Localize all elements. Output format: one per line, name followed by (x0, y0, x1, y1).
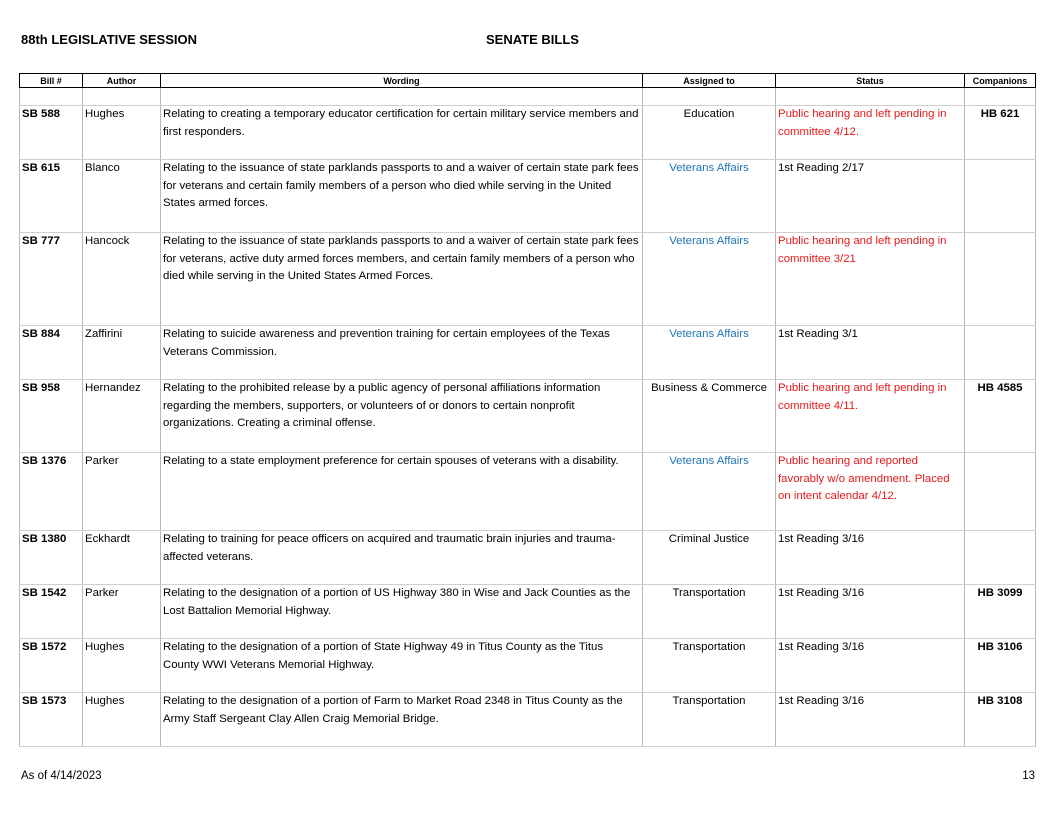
empty-cell (83, 513, 161, 531)
cell-wording: Relating to the designation of a portion of State Highway 49 in Titus County as the Titus County WWI Veterans Memorial Highway. (161, 639, 643, 676)
empty-cell (643, 308, 776, 326)
spacer-row (20, 435, 1036, 453)
empty-cell (83, 621, 161, 639)
empty-cell (776, 362, 965, 380)
empty-cell (20, 675, 83, 693)
cell-bill: SB 1380 (20, 531, 83, 568)
empty-cell (83, 435, 161, 453)
cell-author: Hernandez (83, 380, 161, 436)
empty-cell (83, 567, 161, 585)
cell-author: Eckhardt (83, 531, 161, 568)
cell-status: Public hearing and left pending in committee 4/11. (776, 380, 965, 436)
table-row (20, 693, 1036, 730)
cell-wording: Relating to training for peace officers on acquired and traumatic brain injuries and trauma-affected veterans. (161, 531, 643, 568)
empty-cell (643, 567, 776, 585)
column-header-bill: Bill # (20, 74, 83, 88)
cell-bill: SB 588 (20, 106, 83, 143)
cell-author: Parker (83, 453, 161, 514)
empty-cell (776, 88, 965, 106)
empty-cell (161, 729, 643, 747)
empty-cell (643, 675, 776, 693)
cell-status: 1st Reading 3/16 (776, 639, 965, 676)
empty-cell (20, 308, 83, 326)
cell-status: 1st Reading 3/16 (776, 531, 965, 568)
cell-companion (965, 233, 1036, 309)
cell-assigned: Education (643, 106, 776, 143)
spacer-row (20, 729, 1036, 747)
cell-status: Public hearing and left pending in committee 4/12. (776, 106, 965, 143)
cell-companion: HB 4585 (965, 380, 1036, 436)
cell-wording: Relating to the designation of a portion of Farm to Market Road 2348 in Titus County as the Army Staff Sergeant Clay Allen Craig Memorial Bridge. (161, 693, 643, 730)
cell-assigned: Veterans Affairs (643, 160, 776, 216)
empty-cell (161, 88, 643, 106)
cell-companion (965, 326, 1036, 363)
empty-cell (965, 513, 1036, 531)
cell-wording: Relating to a state employment preference for certain spouses of veterans with a disability. (161, 453, 643, 514)
empty-cell (643, 435, 776, 453)
cell-companion: HB 3099 (965, 585, 1036, 622)
column-header-status: Status (776, 74, 965, 88)
empty-cell (161, 621, 643, 639)
empty-cell (643, 729, 776, 747)
cell-bill: SB 958 (20, 380, 83, 436)
spacer-row (20, 567, 1036, 585)
cell-status: 1st Reading 3/1 (776, 326, 965, 363)
cell-companion: HB 621 (965, 106, 1036, 143)
cell-bill: SB 1376 (20, 453, 83, 514)
empty-cell (20, 729, 83, 747)
cell-companion (965, 453, 1036, 514)
spacer-row (20, 88, 1036, 106)
empty-cell (965, 215, 1036, 233)
cell-author: Hughes (83, 106, 161, 143)
empty-cell (20, 513, 83, 531)
column-header-author: Author (83, 74, 161, 88)
cell-wording: Relating to suicide awareness and prevention training for certain employees of the Texas Veterans Commission. (161, 326, 643, 363)
empty-cell (161, 675, 643, 693)
empty-cell (161, 308, 643, 326)
page-number: 13 (1022, 770, 1035, 782)
column-header-companions: Companions (965, 74, 1036, 88)
table-body (20, 88, 1036, 747)
table-row (20, 639, 1036, 676)
page-title: SENATE BILLS (486, 32, 579, 47)
empty-cell (161, 435, 643, 453)
empty-cell (776, 215, 965, 233)
cell-status: 1st Reading 3/16 (776, 693, 965, 730)
table-row (20, 531, 1036, 568)
cell-status: Public hearing and reported favorably w/o amendment. Placed on intent calendar 4/12. (776, 453, 965, 514)
cell-author: Zaffirini (83, 326, 161, 363)
table-row (20, 233, 1036, 309)
empty-cell (161, 567, 643, 585)
cell-bill: SB 777 (20, 233, 83, 309)
empty-cell (83, 88, 161, 106)
cell-companion: HB 3106 (965, 639, 1036, 676)
empty-cell (965, 362, 1036, 380)
empty-cell (643, 88, 776, 106)
table-row (20, 160, 1036, 216)
empty-cell (965, 621, 1036, 639)
empty-cell (776, 142, 965, 160)
cell-author: Hancock (83, 233, 161, 309)
cell-bill: SB 1572 (20, 639, 83, 676)
empty-cell (776, 513, 965, 531)
cell-companion (965, 531, 1036, 568)
empty-cell (643, 513, 776, 531)
cell-bill: SB 1542 (20, 585, 83, 622)
cell-author: Hughes (83, 693, 161, 730)
cell-bill: SB 615 (20, 160, 83, 216)
cell-companion (965, 160, 1036, 216)
empty-cell (776, 675, 965, 693)
empty-cell (776, 435, 965, 453)
cell-wording: Relating to the designation of a portion of US Highway 380 in Wise and Jack Counties as the Lost Battalion Memorial Highway. (161, 585, 643, 622)
empty-cell (643, 215, 776, 233)
cell-assigned: Business & Commerce (643, 380, 776, 436)
session-title: 88th LEGISLATIVE SESSION (21, 32, 198, 47)
cell-author: Hughes (83, 639, 161, 676)
empty-cell (776, 621, 965, 639)
empty-cell (161, 215, 643, 233)
empty-cell (776, 567, 965, 585)
table-row (20, 106, 1036, 143)
empty-cell (20, 215, 83, 233)
column-header-assigned: Assigned to (643, 74, 776, 88)
cell-assigned: Criminal Justice (643, 531, 776, 568)
empty-cell (20, 88, 83, 106)
spacer-row (20, 308, 1036, 326)
empty-cell (776, 729, 965, 747)
empty-cell (965, 142, 1036, 160)
empty-cell (83, 729, 161, 747)
empty-cell (643, 362, 776, 380)
table-row (20, 585, 1036, 622)
cell-assigned: Transportation (643, 693, 776, 730)
cell-wording: Relating to the prohibited release by a public agency of personal affiliations information regarding the members, supporters, or volunteers of or donors to certain nonprofit organizations. Creating a criminal offense. (161, 380, 643, 436)
cell-assigned: Veterans Affairs (643, 453, 776, 514)
cell-companion: HB 3108 (965, 693, 1036, 730)
column-header-wording: Wording (161, 74, 643, 88)
empty-cell (643, 621, 776, 639)
empty-cell (161, 362, 643, 380)
spacer-row (20, 675, 1036, 693)
empty-cell (161, 513, 643, 531)
empty-cell (965, 308, 1036, 326)
empty-cell (20, 567, 83, 585)
cell-status: 1st Reading 3/16 (776, 585, 965, 622)
cell-bill: SB 884 (20, 326, 83, 363)
cell-assigned: Transportation (643, 585, 776, 622)
spacer-row (20, 215, 1036, 233)
empty-cell (20, 621, 83, 639)
spacer-row (20, 142, 1036, 160)
cell-author: Parker (83, 585, 161, 622)
empty-cell (643, 142, 776, 160)
empty-cell (965, 567, 1036, 585)
cell-assigned: Veterans Affairs (643, 233, 776, 309)
empty-cell (965, 729, 1036, 747)
empty-cell (83, 675, 161, 693)
empty-cell (776, 308, 965, 326)
empty-cell (161, 142, 643, 160)
as-of-date: As of 4/14/2023 (21, 770, 102, 782)
cell-wording: Relating to the issuance of state parklands passports to and a waiver of certain state park fees for veterans and certain family members of a person who died while serving in the United States armed forces. (161, 160, 643, 216)
cell-wording: Relating to creating a temporary educator certification for certain military service members and first responders. (161, 106, 643, 143)
empty-cell (83, 362, 161, 380)
empty-cell (20, 435, 83, 453)
empty-cell (965, 435, 1036, 453)
empty-cell (83, 215, 161, 233)
senate-bills-table (19, 73, 1036, 747)
cell-author: Blanco (83, 160, 161, 216)
table-row (20, 326, 1036, 363)
empty-cell (965, 88, 1036, 106)
empty-cell (83, 142, 161, 160)
cell-assigned: Veterans Affairs (643, 326, 776, 363)
cell-status: 1st Reading 2/17 (776, 160, 965, 216)
cell-wording: Relating to the issuance of state parklands passports to and a waiver of certain state park fees for veterans, active duty armed forces members, and certain family members of a person who died while serving in the United States Armed Forces. (161, 233, 643, 309)
spacer-row (20, 362, 1036, 380)
table-row (20, 453, 1036, 514)
spacer-row (20, 621, 1036, 639)
spacer-row (20, 513, 1036, 531)
cell-status: Public hearing and left pending in committee 3/21 (776, 233, 965, 309)
cell-bill: SB 1573 (20, 693, 83, 730)
table-row (20, 380, 1036, 436)
empty-cell (965, 675, 1036, 693)
cell-assigned: Transportation (643, 639, 776, 676)
table-header-row (20, 74, 1036, 88)
empty-cell (20, 142, 83, 160)
empty-cell (83, 308, 161, 326)
empty-cell (20, 362, 83, 380)
